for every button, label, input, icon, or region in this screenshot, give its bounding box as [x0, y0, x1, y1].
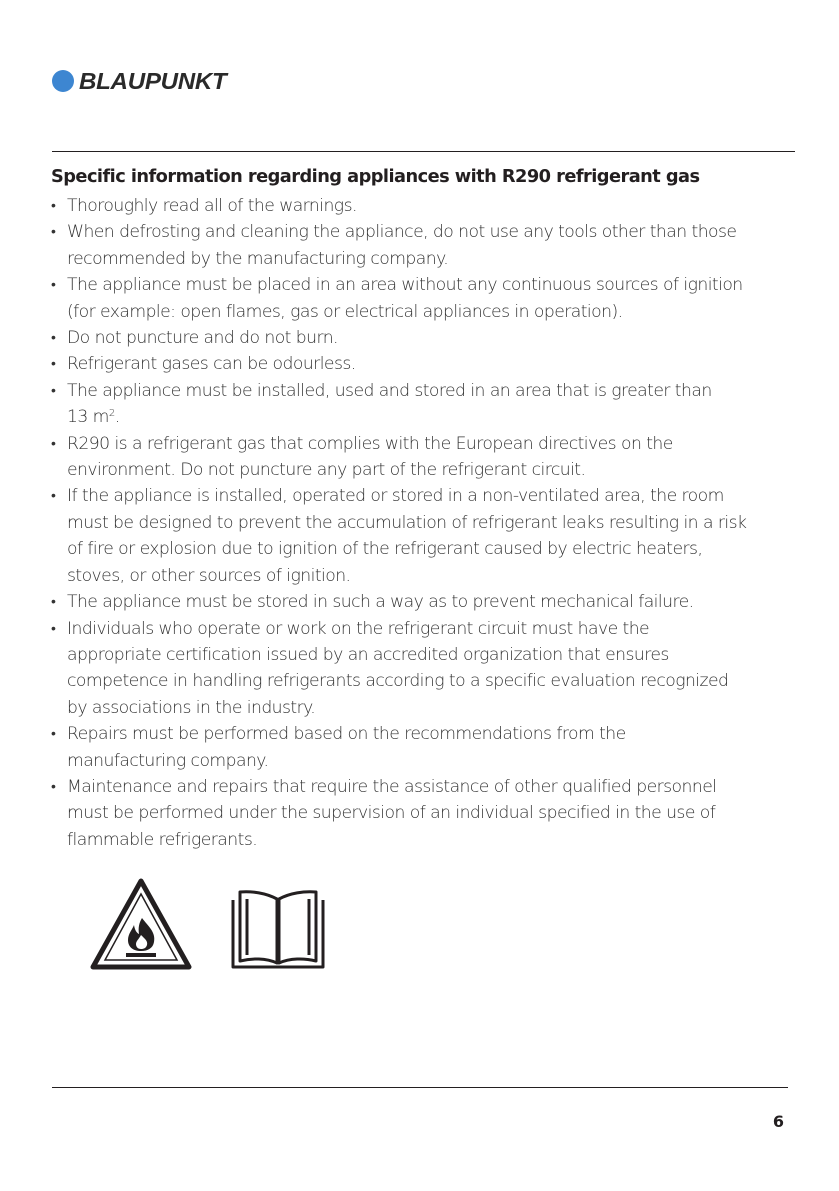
list-item: • The appliance must be stored in such a way as to prevent mechanical failure.	[51, 589, 811, 615]
read-manual-icon	[230, 886, 326, 970]
list-item: • Repairs must be performed based on the recommendations from the manufacturing company.	[51, 721, 811, 774]
list-item: • If the appliance is installed, operated or stored in a non-ventilated area, the room must be designed to prevent the accumulation of refrigerant leaks resulting in a risk of fire or explosion due to ignition of the refrigerant caused by electric heaters, stoves, or other sources of ignition.	[51, 483, 811, 589]
top-divider	[52, 151, 795, 152]
bottom-divider	[52, 1087, 788, 1088]
list-item: • R290 is a refrigerant gas that complies with the European directives on the environment. Do not puncture any part of the refrigerant circuit.	[51, 431, 811, 484]
brand-name: BLAUPUNKT	[79, 67, 227, 94]
logo-dot-icon	[52, 70, 74, 92]
list-item: • Refrigerant gases can be odourless.	[51, 351, 811, 377]
flammable-warning-icon	[90, 878, 192, 970]
list-item: • The appliance must be installed, used and stored in an area that is greater than 13 $m^2$.	[51, 378, 811, 431]
list-item: • Maintenance and repairs that require the assistance of other qualified personnel must be performed under the supervision of an individual specified in the use of flammable refrigerants.	[51, 774, 811, 853]
brand-logo	[52, 66, 227, 96]
section-title: Specific information regarding appliances with R290 refrigerant gas	[51, 166, 700, 187]
safety-icons	[90, 878, 326, 970]
page-number: 6	[772, 1112, 784, 1131]
list-item: • Do not puncture and do not burn.	[51, 325, 811, 351]
warning-list	[51, 193, 811, 853]
list-item: • The appliance must be placed in an area without any continuous sources of ignition (for example: open flames, gas or electrical appliances in operation).	[51, 272, 811, 325]
area-value: 13 $m^2$.	[67, 407, 120, 428]
list-item: • Individuals who operate or work on the refrigerant circuit must have the appropriate certification issued by an accredited organization that ensures competence in handling refrigerants according to a specific evaluation recognized by associations in the industry.	[51, 616, 811, 722]
list-item: • When defrosting and cleaning the appliance, do not use any tools other than those recommended by the manufacturing company.	[51, 219, 811, 272]
list-item: • Thoroughly read all of the warnings.	[51, 193, 811, 219]
